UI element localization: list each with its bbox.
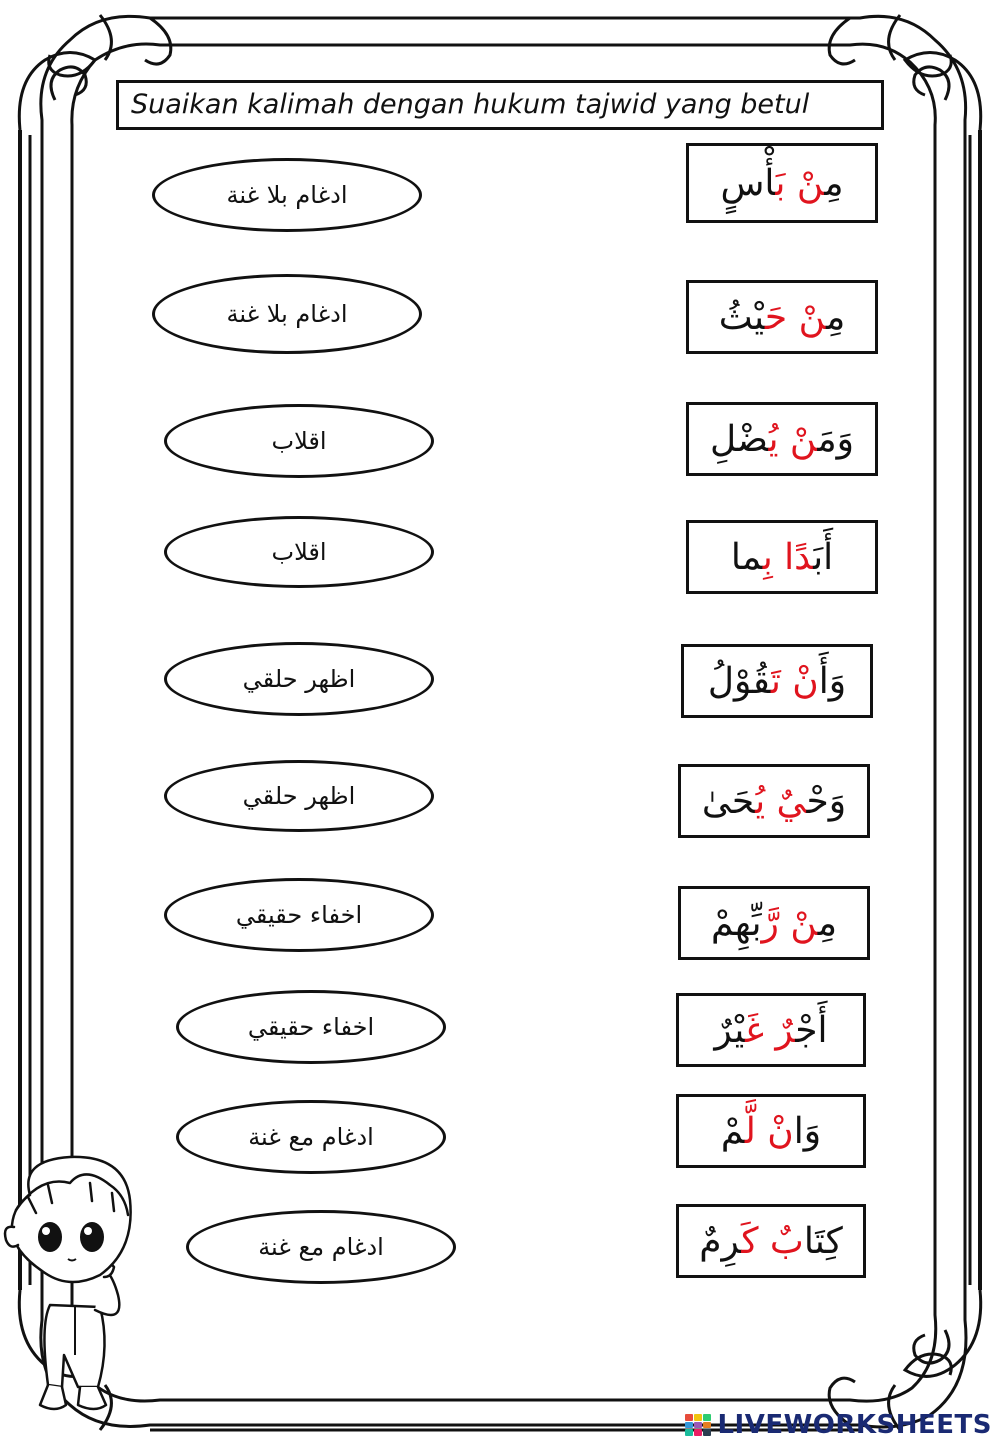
grid-icon [685, 1414, 711, 1436]
word-box [686, 143, 878, 223]
answer-label: اقلاب [271, 427, 327, 455]
answer-oval[interactable] [152, 274, 422, 354]
word-box [676, 993, 866, 1067]
answer-label: ادغام بلا غنة [226, 300, 348, 328]
arabic-word: وَأَنْ تَقُوْلُ [707, 660, 847, 702]
arabic-word: أَبَدًا بِما [730, 536, 834, 578]
answer-label: ادغام بلا غنة [226, 181, 348, 209]
word-box [678, 886, 870, 960]
word-box [686, 402, 878, 476]
brand-name: LIVEWORKSHEETS [717, 1410, 992, 1440]
word-box [681, 644, 873, 718]
arabic-word: وَمَنْ يُضْلِ [709, 418, 855, 460]
arabic-word: كِتَابٌ كَرِمٌ [699, 1220, 843, 1262]
arabic-word: وَحْيٌ يُحَىٰ [701, 780, 847, 822]
boy-illustration [0, 1155, 165, 1417]
answer-oval[interactable] [176, 1100, 446, 1174]
word-box [676, 1094, 866, 1168]
word-box [686, 280, 878, 354]
word-box [676, 1204, 866, 1278]
answer-oval[interactable] [176, 990, 446, 1064]
answer-oval[interactable] [164, 760, 434, 832]
answer-label: اقلاب [271, 538, 327, 566]
instruction-box [116, 80, 884, 130]
answer-label: اخفاء حقيقي [247, 1013, 375, 1041]
answer-label: اخفاء حقيقي [235, 901, 363, 929]
instruction-text: Suaikan kalimah dengan hukum tajwid yang betul [131, 89, 810, 120]
answer-label: ادغام مع غنة [258, 1233, 384, 1261]
brand-logo [685, 1410, 992, 1440]
word-box [678, 764, 870, 838]
answer-label: اظهر حلقي [242, 665, 356, 693]
arabic-word: مِنْ حَيْثُ [718, 296, 846, 338]
answer-label: ادغام مع غنة [248, 1123, 374, 1151]
answer-oval[interactable] [164, 642, 434, 716]
answer-oval[interactable] [152, 158, 422, 232]
word-box [686, 520, 878, 594]
answer-oval[interactable] [164, 878, 434, 952]
arabic-word: أَجْرٌ غَيْرٌ [714, 1009, 828, 1051]
answer-label: اظهر حلقي [242, 782, 356, 810]
arabic-word: مِنْ رَّبِّهِمْ [710, 902, 838, 944]
answer-oval[interactable] [164, 404, 434, 478]
answer-oval[interactable] [186, 1210, 456, 1284]
arabic-word: وَانْ لَّمْ [720, 1110, 822, 1152]
answer-oval[interactable] [164, 516, 434, 588]
arabic-word: مِنْ بَأْسٍ [720, 162, 844, 204]
